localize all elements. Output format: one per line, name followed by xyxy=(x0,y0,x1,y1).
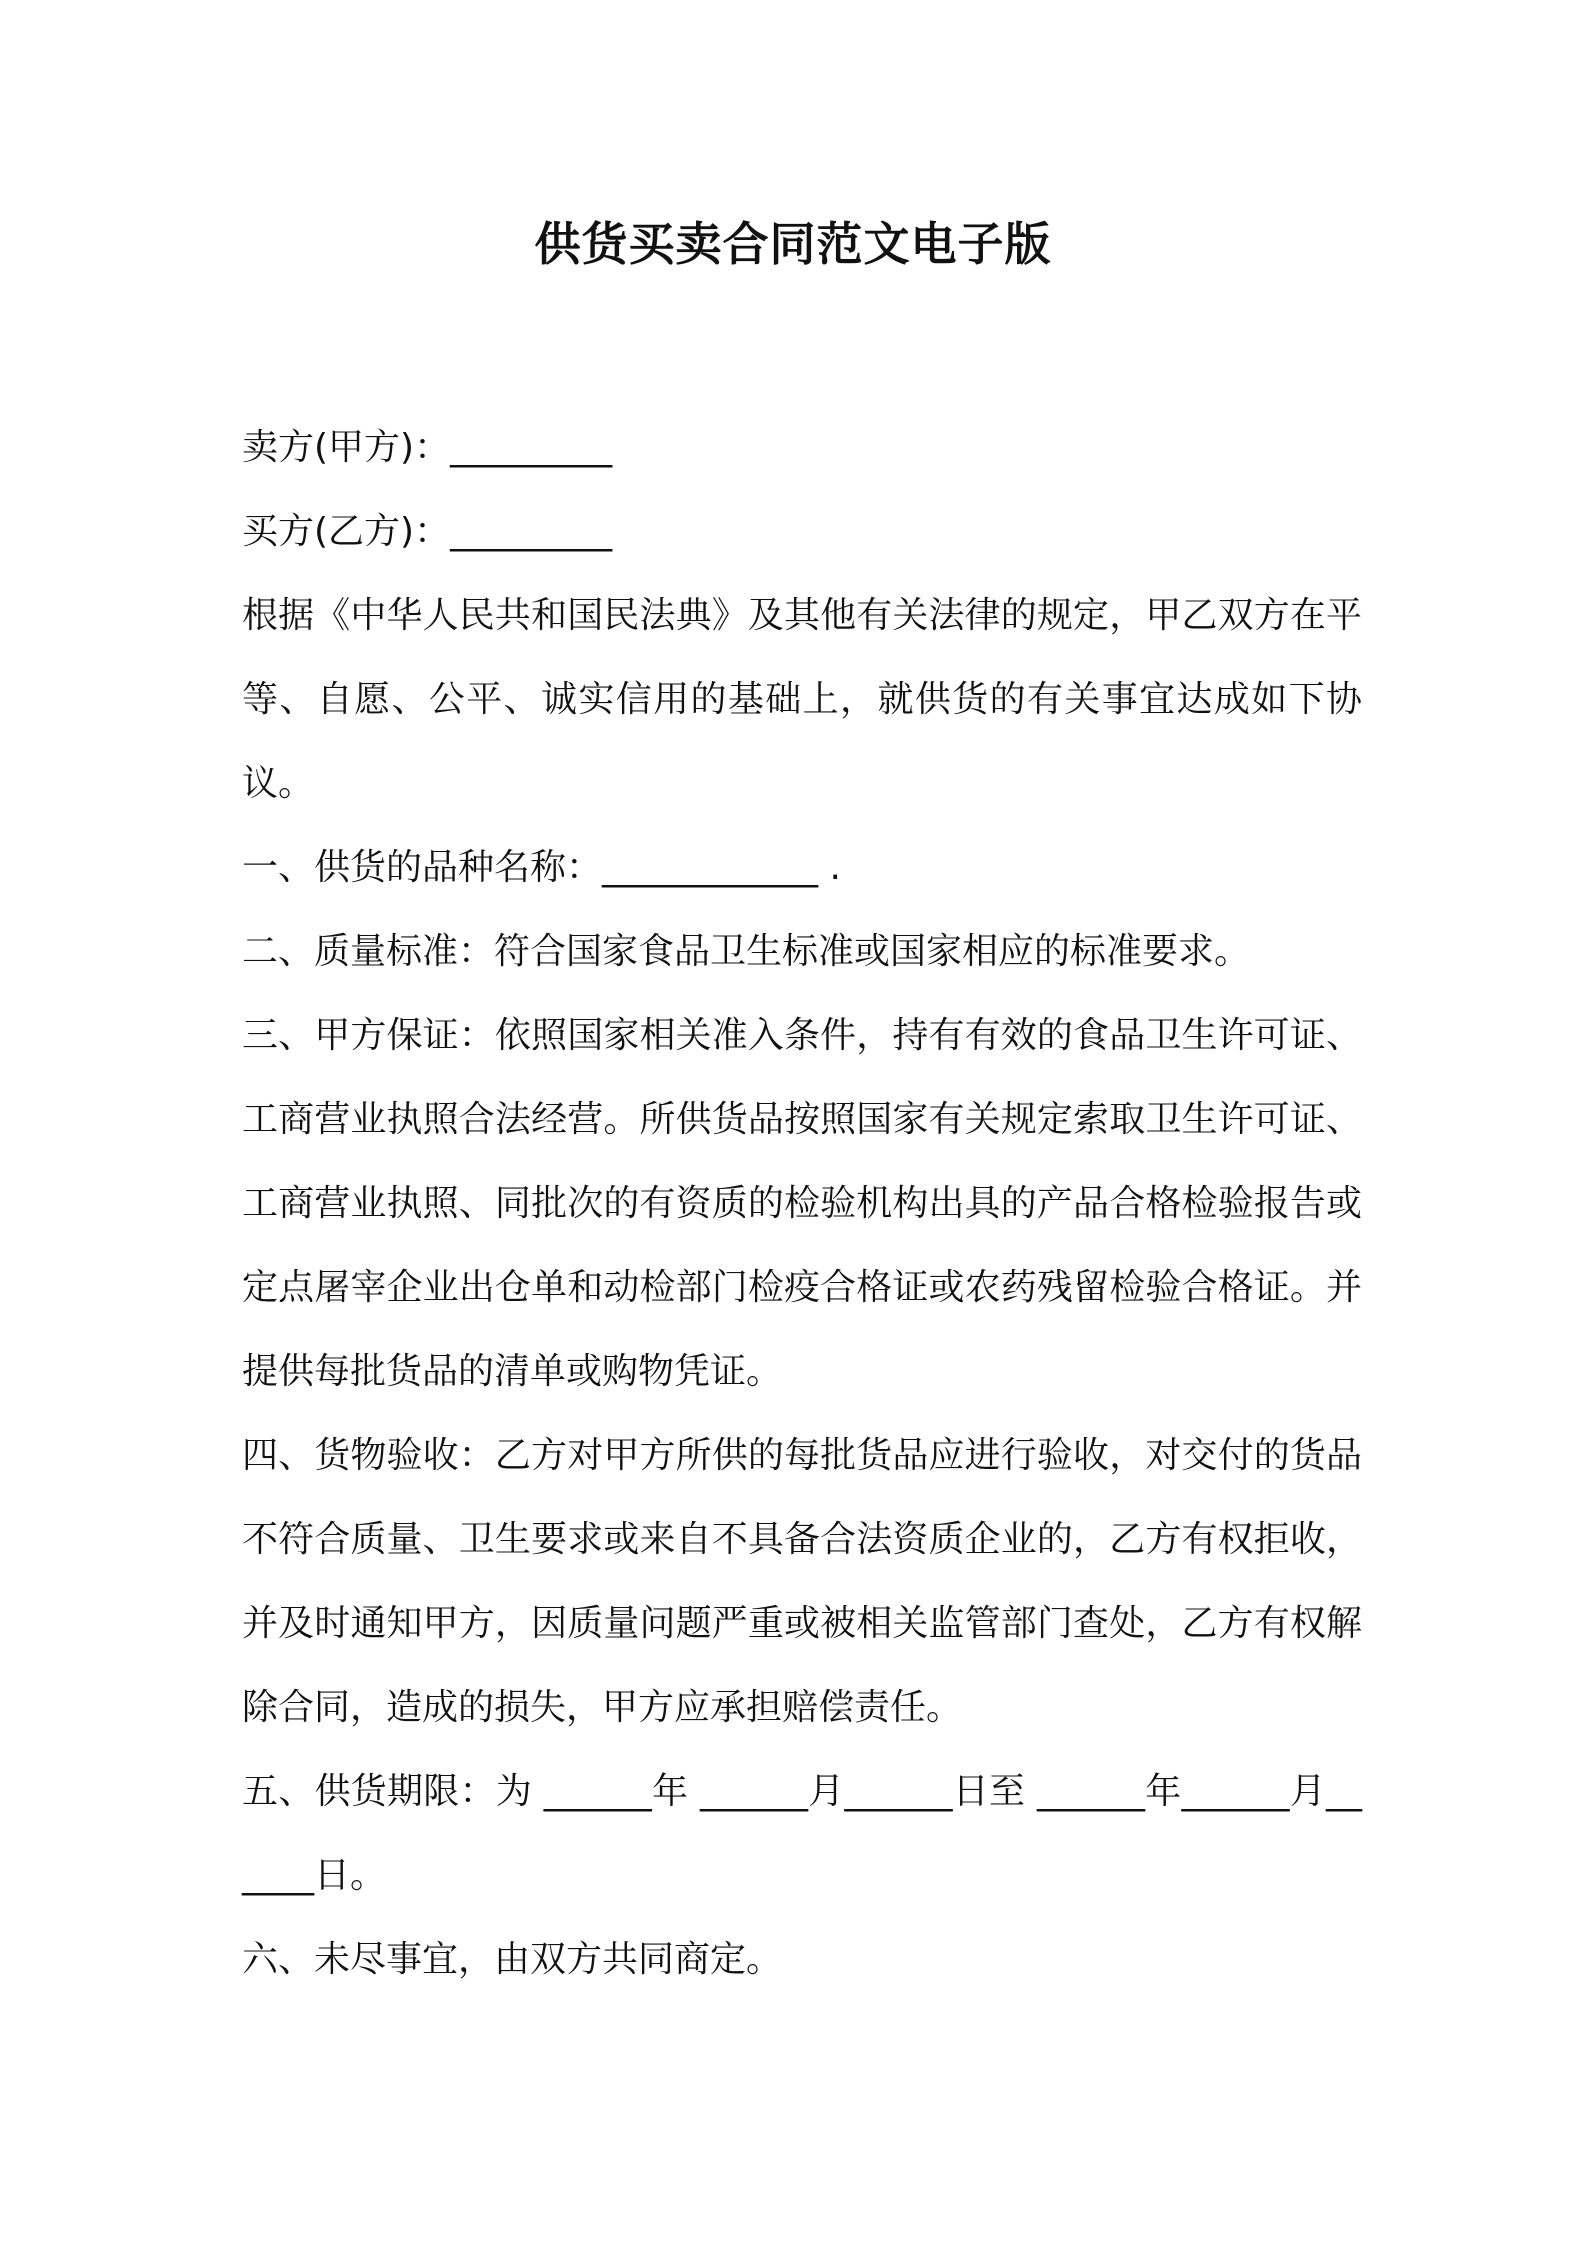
preamble-paragraph: 根据《中华人民共和国民法典》及其他有关法律的规定，甲乙双方在平等、自愿、公平、诚实信用的基础上，就供货的有关事宜达成如下协议。 xyxy=(242,595,1362,804)
document-body xyxy=(242,406,1362,2002)
clause-2-quality-standard: 二、质量标准：符合国家食品卫生标准或国家相应的标准要求。 xyxy=(242,931,1251,972)
clause-1-product-name: 一、供货的品种名称：____________ . xyxy=(242,847,841,888)
clause-4-goods-inspection: 四、货物验收：乙方对甲方所供的每批货品应进行验收，对交付的货品不符合质量、卫生要求或来自不具备合法资质企业的，乙方有权拒收，并及时通知甲方，因质量问题严重或被相关监管部门查处，乙方有权解除合同，造成的损失，甲方应承担赔偿责任。 xyxy=(242,1435,1362,1728)
clause-3-party-a-guarantee: 三、甲方保证：依照国家相关准入条件，持有有效的食品卫生许可证、工商营业执照合法经营。所供货品按照国家有关规定索取卫生许可证、工商营业执照、同批次的有资质的检验机构出具的产品合格检验报告或定点屠宰企业出仓单和动检部门检疫合格证或农药残留检验合格证。并提供每批货品的清单或购物凭证。 xyxy=(242,1015,1362,1392)
document-title: 供货买卖合同范文电子版 xyxy=(534,217,1052,271)
buyer-line: 买方(乙方)：_________ xyxy=(242,511,613,552)
clause-6-other-matters: 六、未尽事宜，由双方共同商定。 xyxy=(242,1939,783,1980)
seller-line: 卖方(甲方)：_________ xyxy=(242,427,613,468)
clause-5-supply-period: 五、供货期限：为 ______年 ______月______日至 ______年______月______日。 xyxy=(242,1771,1362,1896)
